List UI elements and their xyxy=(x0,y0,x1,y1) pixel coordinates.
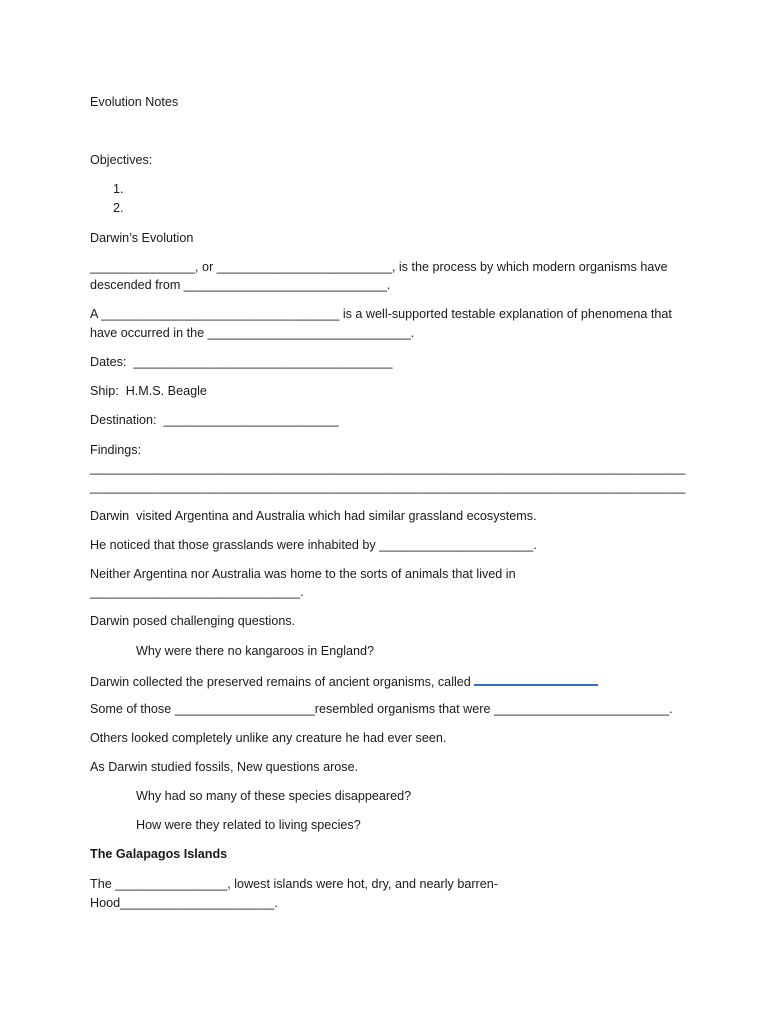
findings-blank-line-2: _____________________________________________________________________________________ xyxy=(90,480,686,494)
paragraph-unlike: Others looked completely unlike any creature he had ever seen. xyxy=(90,731,447,745)
paragraph-islands-line-2: Hood______________________. xyxy=(90,896,278,910)
findings-label: Findings: xyxy=(90,443,142,457)
paragraph-islands-line-1: The ________________, lowest islands were hot, dry, and nearly barren- xyxy=(90,877,498,891)
paragraph-evolution-line-1: _______________, or _________________________, is the process by which modern organisms have xyxy=(90,260,668,274)
paragraph-grasslands: He noticed that those grasslands were inhabited by ______________________. xyxy=(90,538,537,552)
paragraph-resembled: Some of those ____________________resembled organisms that were _________________________. xyxy=(90,702,673,716)
fossils-blank-line xyxy=(474,672,598,686)
paragraph-questions: Darwin posed challenging questions. xyxy=(90,614,296,628)
paragraph-theory-line-1: A __________________________________ is a well-supported testable explanation of phenomena that xyxy=(90,307,672,321)
objectives-heading: Objectives: xyxy=(90,153,153,167)
paragraph-new-questions: As Darwin studied fossils, New questions arose. xyxy=(90,760,359,774)
findings-blank-line-1: _____________________________________________________________________________________ xyxy=(90,461,686,475)
destination-line: Destination: _________________________ xyxy=(90,413,339,427)
paragraph-fossils-text: Darwin collected the preserved remains of ancient organisms, called xyxy=(90,675,475,689)
question-related: How were they related to living species? xyxy=(136,818,361,832)
question-disappeared: Why had so many of these species disappeared? xyxy=(136,789,412,803)
question-kangaroos: Why were there no kangaroos in England? xyxy=(136,644,375,658)
paragraph-theory-line-2: have occurred in the _____________________________. xyxy=(90,326,415,340)
objective-item-2: 2. xyxy=(113,201,124,215)
section-heading-galapagos: The Galapagos Islands xyxy=(90,847,228,861)
page-title: Evolution Notes xyxy=(90,95,179,109)
paragraph-animals-line-2: ______________________________. xyxy=(90,585,304,599)
dates-line: Dates: _____________________________________ xyxy=(90,355,393,369)
paragraph-evolution-line-2: descended from _____________________________. xyxy=(90,278,391,292)
paragraph-fossils xyxy=(90,672,598,690)
objective-item-1: 1. xyxy=(113,182,124,196)
section-heading-darwins-evolution: Darwin’s Evolution xyxy=(90,231,194,245)
paragraph-argentina-australia: Darwin visited Argentina and Australia which had similar grassland ecosystems. xyxy=(90,509,537,523)
ship-line: Ship: H.M.S. Beagle xyxy=(90,384,207,398)
paragraph-animals-line-1: Neither Argentina nor Australia was home to the sorts of animals that lived in xyxy=(90,567,516,581)
